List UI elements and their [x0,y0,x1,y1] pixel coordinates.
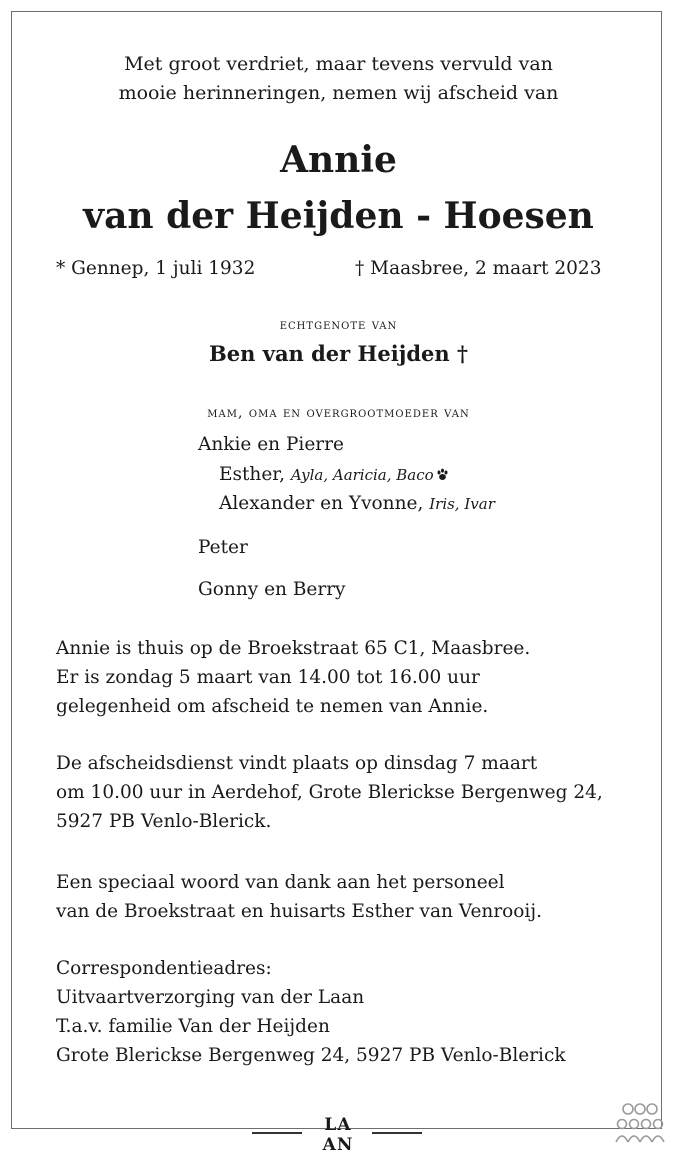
paragraph-line: Grote Blerickse Bergenweg 24, 5927 PB Venlo-Blerick [56,1045,566,1066]
logo-divider-right [372,1132,422,1134]
paragraph-line: 5927 PB Venlo-Blerick. [56,811,272,832]
spouse-label: echtgenote van [279,317,398,333]
logo-text-bottom: AN [322,1135,354,1154]
family-line [219,492,495,516]
thanks-paragraph [56,868,542,926]
intro-line: Met groot verdriet, maar tevens vervuld van [124,53,553,75]
family-icon [615,1102,665,1144]
van-der-laan-logo [316,1112,360,1154]
family-line [198,433,344,457]
paragraph-line: van de Broekstraat en huisarts Esther van Venrooij. [56,901,542,922]
family-main: Ankie en Pierre [198,434,344,455]
family-main: Gonny en Berry [198,579,346,600]
family-sub: Ayla, Aaricia, Baco [290,466,434,484]
paragraph-line: T.a.v. familie Van der Heijden [56,1016,330,1037]
visitation-paragraph [56,634,530,721]
paragraph-line: Er is zondag 5 maart van 14.00 tot 16.00 uur [56,667,480,688]
paragraph-line: Uitvaartverzorging van der Laan [56,987,365,1008]
family-label: mam, oma en overgrootmoeder van [207,405,470,421]
paw-icon [436,468,449,481]
paragraph-line: om 10.00 uur in Aerdehof, Grote Blerickse Bergenweg 24, [56,782,603,803]
intro-text [0,50,677,108]
logo-divider-left [252,1132,302,1134]
family-sub: Iris, Ivar [429,495,495,513]
family-line [198,578,346,602]
family-line [198,536,248,560]
family-main: Peter [198,537,248,558]
paragraph-line: Correspondentieadres: [56,958,272,979]
birth-info: * Gennep, 1 juli 1932 [56,258,256,279]
paragraph-line: Een speciaal woord van dank aan het personeel [56,872,505,893]
correspondence-paragraph [56,954,566,1070]
family-line [219,463,449,487]
intro-line: mooie herinneringen, nemen wij afscheid van [118,82,559,104]
service-paragraph [56,749,603,836]
family-main: Alexander en Yvonne, [219,493,424,514]
paragraph-line: De afscheidsdienst vindt plaats op dinsdag 7 maart [56,753,538,774]
paragraph-line: gelegenheid om afscheid te nemen van Annie. [56,696,489,717]
deceased-first-name: Annie [280,139,397,181]
death-info: † Maasbree, 2 maart 2023 [355,258,602,279]
spouse-name: Ben van der Heijden † [209,341,468,366]
deceased-full-name: van der Heijden - Hoesen [83,195,594,237]
paragraph-line: Annie is thuis op de Broekstraat 65 C1, Maasbree. [56,638,531,659]
logo-text-top: LA [324,1115,352,1135]
family-main: Esther, [219,464,285,485]
